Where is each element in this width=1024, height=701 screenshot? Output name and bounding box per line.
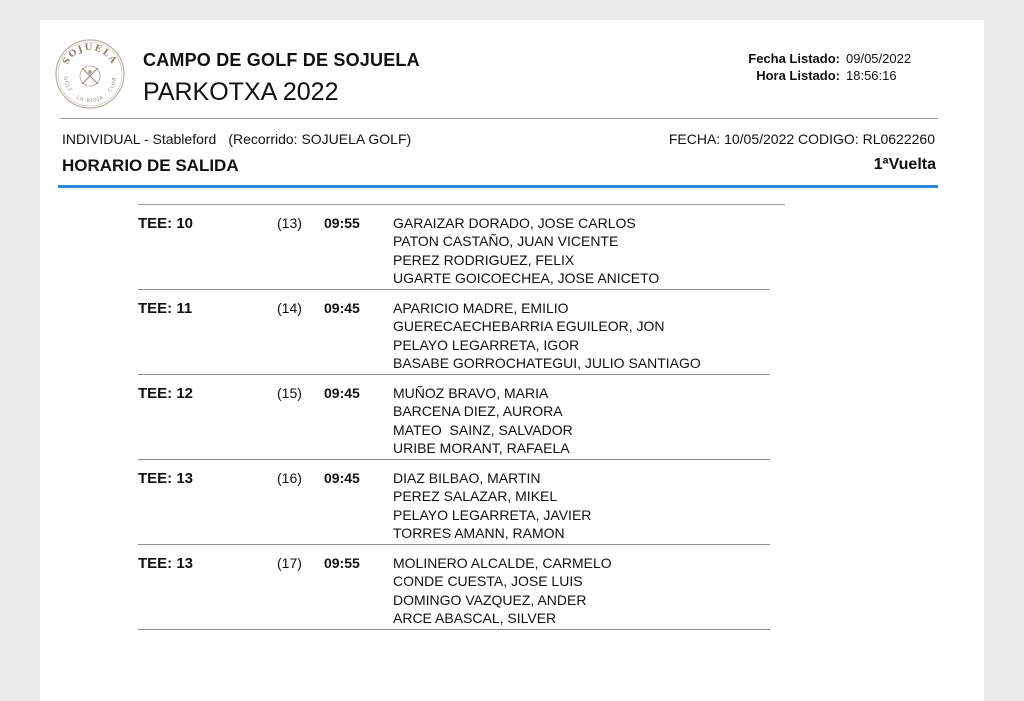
tee-group xyxy=(138,206,770,290)
start-time: 09:55 xyxy=(324,215,360,231)
player-list xyxy=(393,554,612,627)
listing-meta xyxy=(748,50,922,84)
group-number: (14) xyxy=(277,300,302,316)
player-name: DIAZ BILBAO, MARTIN xyxy=(393,470,541,486)
group-number: (16) xyxy=(277,470,302,486)
group-number: (15) xyxy=(277,385,302,401)
start-time: 09:55 xyxy=(324,555,360,571)
date-code: FECHA: 10/05/2022 CODIGO: RL0622260 xyxy=(668,131,935,147)
section-title: HORARIO DE SALIDA xyxy=(62,156,239,175)
player-name: BASABE GORROCHATEGUI, JULIO SANTIAGO xyxy=(393,354,701,371)
accent-divider xyxy=(58,185,938,188)
club-logo xyxy=(54,38,126,110)
club-name: CAMPO DE GOLF DE SOJUELA xyxy=(143,50,420,70)
group-number: (17) xyxy=(277,555,302,571)
player-name: TORRES AMANN, RAMON xyxy=(393,524,565,541)
tee-label: TEE: 12 xyxy=(138,385,194,402)
player-list xyxy=(393,299,701,372)
tee-label: TEE: 10 xyxy=(138,215,194,232)
player-name: MOLINERO ALCALDE, CARMELO xyxy=(393,555,612,571)
player-list xyxy=(393,384,573,457)
listing-time-label: Hora Listado: xyxy=(756,68,840,83)
course: (Recorrido: SOJUELA GOLF) xyxy=(228,131,412,147)
start-time: 09:45 xyxy=(324,300,360,316)
player-name: MUÑOZ BRAVO, MARIA xyxy=(393,385,549,401)
player-name: BARCENA DIEZ, AURORA xyxy=(393,403,563,420)
tee-group xyxy=(138,376,770,460)
player-list xyxy=(393,469,591,542)
player-name: PELAYO LEGARRETA, JAVIER xyxy=(393,506,592,523)
document-page xyxy=(40,20,984,701)
player-name: GARAIZAR DORADO, JOSE CARLOS xyxy=(393,215,636,231)
svg-text:SOJUELA: SOJUELA xyxy=(61,42,119,67)
listing-time-value: 18:56:16 xyxy=(846,68,897,83)
tee-label: TEE: 11 xyxy=(138,300,193,317)
round-label: 1ªVuelta xyxy=(873,156,936,173)
player-name: UGARTE GOICOECHEA, JOSE ANICETO xyxy=(393,269,660,286)
table-top-divider xyxy=(138,204,785,205)
player-name: PEREZ SALAZAR, MIKEL xyxy=(393,488,558,505)
modality: INDIVIDUAL - Stableford xyxy=(62,131,217,147)
tee-group xyxy=(138,291,770,375)
start-time: 09:45 xyxy=(324,470,360,486)
player-name: ARCE ABASCAL, SILVER xyxy=(393,609,557,626)
player-name: URIBE MORANT, RAFAELA xyxy=(393,439,570,456)
player-name: APARICIO MADRE, EMILIO xyxy=(393,300,569,316)
tee-group xyxy=(138,546,770,630)
player-name: PATON CASTAÑO, JUAN VICENTE xyxy=(393,233,619,250)
player-name: DOMINGO VAZQUEZ, ANDER xyxy=(393,591,587,608)
tee-group xyxy=(138,461,770,545)
competition-info xyxy=(62,131,411,147)
player-list xyxy=(393,214,659,287)
player-name: PELAYO LEGARRETA, IGOR xyxy=(393,336,580,353)
tee-times-list xyxy=(138,206,770,631)
start-time: 09:45 xyxy=(324,385,360,401)
tee-label: TEE: 13 xyxy=(138,470,194,487)
player-name: GUERECAECHEBARRIA EGUILEOR, JON xyxy=(393,318,665,335)
listing-date-label: Fecha Listado: xyxy=(748,51,840,66)
tee-label: TEE: 13 xyxy=(138,555,194,572)
svg-text:GOLF · LA RIOJA · CLUB: GOLF · LA RIOJA · CLUB xyxy=(61,76,119,105)
player-name: PEREZ RODRIGUEZ, FELIX xyxy=(393,251,575,268)
player-name: MATEO SAINZ, SALVADOR xyxy=(393,421,573,438)
group-number: (13) xyxy=(277,215,302,231)
listing-date-value: 09/05/2022 xyxy=(846,51,912,66)
event-title: PARKOTXA 2022 xyxy=(143,78,339,106)
header-divider xyxy=(60,118,938,119)
player-name: CONDE CUESTA, JOSE LUIS xyxy=(393,573,583,590)
